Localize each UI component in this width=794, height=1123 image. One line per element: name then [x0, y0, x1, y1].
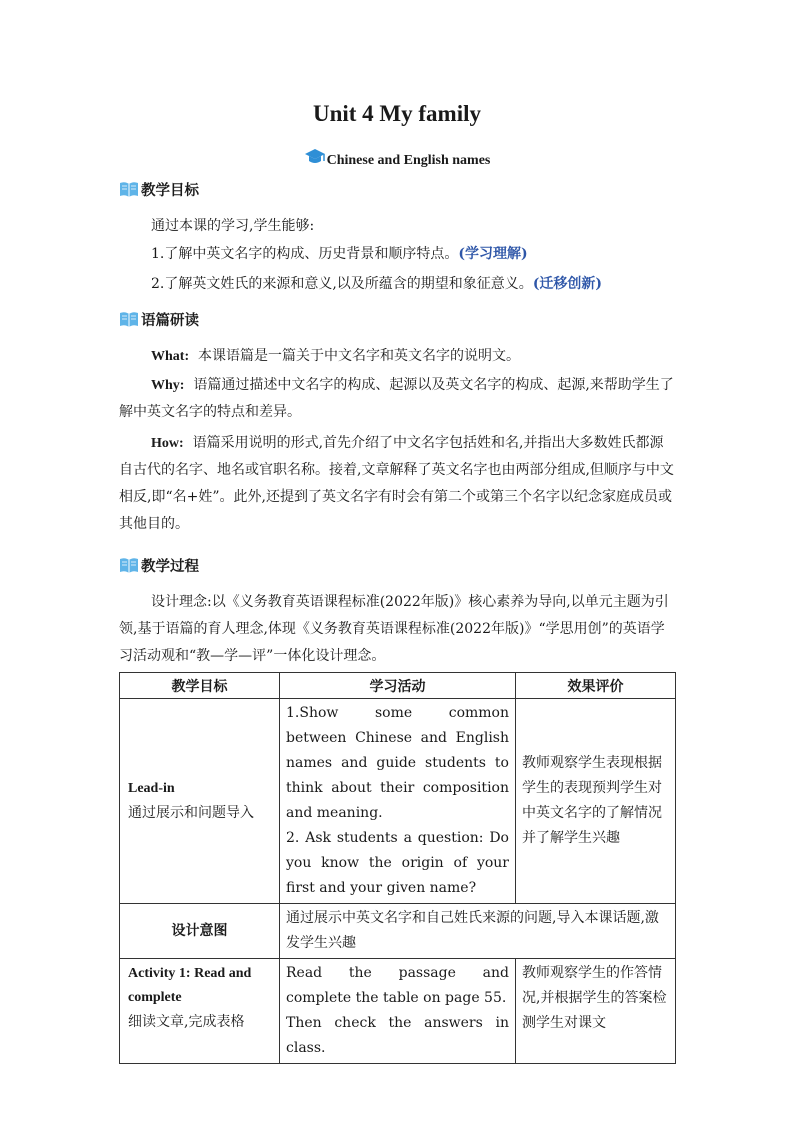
header-activity: 学习活动 — [280, 673, 516, 699]
lesson-table — [119, 672, 676, 1064]
what-label: What: — [151, 349, 190, 364]
goals-item-2 — [151, 272, 602, 297]
section-process — [119, 554, 199, 576]
leadin-activity-1: 1.Show some common between Chinese and English names and guide students to think about their composition and meaning. — [286, 705, 509, 821]
act1-eval-cell: 教师观察学生的作答情况,并根据学生的答案检测学生对课文 — [516, 959, 676, 1064]
goals-item-1-tag: (学习理解) — [458, 246, 528, 262]
table-row-activity1 — [120, 959, 676, 1064]
leadin-eval-cell: 教师观察学生表现根据学生的表现预判学生对中英文名字的了解情况并了解学生兴趣 — [516, 699, 676, 904]
section-reading — [119, 308, 199, 330]
goals-item-2-tag: (迁移创新) — [532, 276, 603, 292]
document-title: Unit 4 My family — [312, 101, 481, 126]
design-label: 设计意图 — [120, 904, 280, 959]
how-label: How: — [151, 436, 184, 451]
leadin-title: Lead-in — [128, 781, 175, 796]
leadin-activity-2: 2. Ask students a question: Do you know the origin of your first and your given name? — [286, 830, 509, 896]
process-intro: 设计理念:以《义务教育英语课程标准(2022年版)》核心素养为导向,以单元主题为引领,基于语篇的育人理念,体现《义务教育英语课程标准(2022年版)》“学思用创”的英语学习活动观和“教—学—评”一体化设计理念。 — [119, 594, 669, 664]
how-text: 语篇采用说明的形式,首先介绍了中文名字包括姓和名,并指出大多数姓氏都源自古代的名字、地名或官职名称。接着,文章解释了英文名字也由两部分组成,但顺序与中文相反,即“名+姓”。此外,还提到了英文名字有时会有第二个或第三个名字以纪念家庭成员或其他目的。 — [119, 435, 674, 532]
table-row-design — [120, 904, 676, 959]
act1-subtitle: 细读文章,完成表格 — [128, 1014, 245, 1030]
act1-goal-cell — [120, 959, 280, 1064]
reading-how — [119, 430, 677, 538]
leadin-activity-cell — [280, 699, 516, 904]
act1-activity-1: Read the passage and complete the table on page 55. — [286, 965, 509, 1006]
graduation-cap-icon — [304, 148, 326, 171]
subtitle-text: Chinese and English names — [326, 153, 491, 168]
design-text: 通过展示中英文名字和自己姓氏来源的问题,导入本课话题,激发学生兴趣 — [280, 904, 676, 959]
table-header-row — [120, 673, 676, 699]
reading-what — [119, 343, 677, 370]
document-subtitle — [0, 148, 794, 171]
act1-title: Activity 1: Read and complete — [128, 966, 252, 1005]
book-icon — [119, 556, 139, 574]
why-label: Why: — [151, 378, 185, 393]
table-row-leadin — [120, 699, 676, 904]
section-reading-title: 语篇研读 — [141, 311, 199, 329]
goals-item-1-text: 1.了解中英文名字的构成、历史背景和顺序特点。 — [151, 246, 459, 262]
act1-activity-2: Then check the answers in class. — [286, 1015, 509, 1056]
leadin-subtitle: 通过展示和问题导入 — [128, 805, 254, 821]
goals-item-2-text: 2.了解英文姓氏的来源和意义,以及所蕴含的期望和象征意义。 — [151, 276, 533, 292]
book-icon — [119, 310, 139, 328]
goals-item-1 — [151, 242, 528, 267]
section-goals — [119, 178, 199, 200]
book-icon — [119, 180, 139, 198]
reading-why — [119, 372, 677, 426]
leadin-goal-cell — [120, 699, 280, 904]
header-eval: 效果评价 — [516, 673, 676, 699]
goals-intro: 通过本课的学习,学生能够: — [151, 218, 315, 234]
section-process-title: 教学过程 — [141, 557, 199, 575]
section-goals-title: 教学目标 — [141, 181, 199, 199]
why-text: 语篇通过描述中文名字的构成、起源以及英文名字的构成、起源,来帮助学生了解中英文名字的特点和差异。 — [119, 377, 674, 420]
act1-activity-cell — [280, 959, 516, 1064]
header-goal: 教学目标 — [120, 673, 280, 699]
what-text: 本课语篇是一篇关于中文名字和英文名字的说明文。 — [198, 348, 521, 364]
